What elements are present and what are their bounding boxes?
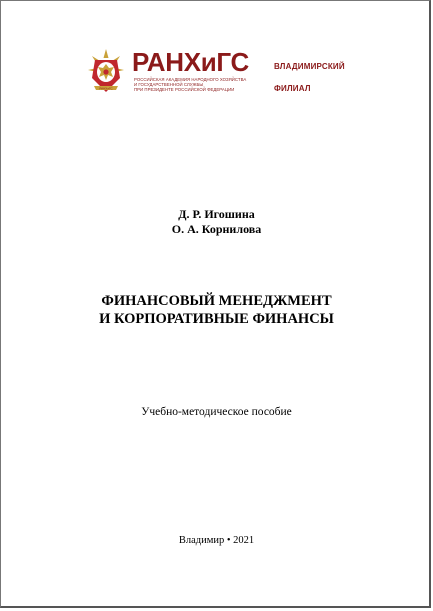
logo-subtitle	[134, 77, 247, 93]
branch-name-line-2: ФИЛИАЛ	[274, 84, 311, 93]
logo-wordmark: РАНХиГС	[132, 47, 250, 77]
ranepa-emblem-icon	[87, 48, 125, 96]
title-line: И КОРПОРАТИВНЫЕ ФИНАНСЫ	[99, 311, 334, 327]
authors-block	[1, 207, 432, 237]
logo-subtitle-line: И ГОСУДАРСТВЕННОЙ СЛУЖБЫ	[134, 82, 204, 88]
branch-name-line-1: ВЛАДИМИРСКИЙ	[274, 62, 345, 71]
title-line: ФИНАНСОВЫЙ МЕНЕДЖМЕНТ	[101, 293, 332, 309]
svg-text:РАНХиГС: РАНХиГС	[99, 86, 113, 91]
author-name: О. А. Корнилова	[171, 222, 262, 236]
document-title	[1, 292, 432, 328]
city-year: Владимир • 2021	[178, 535, 255, 546]
author-name: Д. Р. Игошина	[178, 207, 255, 221]
logo-subtitle-line: РОССИЙСКАЯ АКАДЕМИЯ НАРОДНОГО ХОЗЯЙСТВА	[134, 77, 247, 82]
document-type: Учебно-методическое пособие	[141, 406, 292, 418]
logo-subtitle-line: ПРИ ПРЕЗИДЕНТЕ РОССИЙСКОЙ ФЕДЕРАЦИИ	[134, 87, 235, 93]
